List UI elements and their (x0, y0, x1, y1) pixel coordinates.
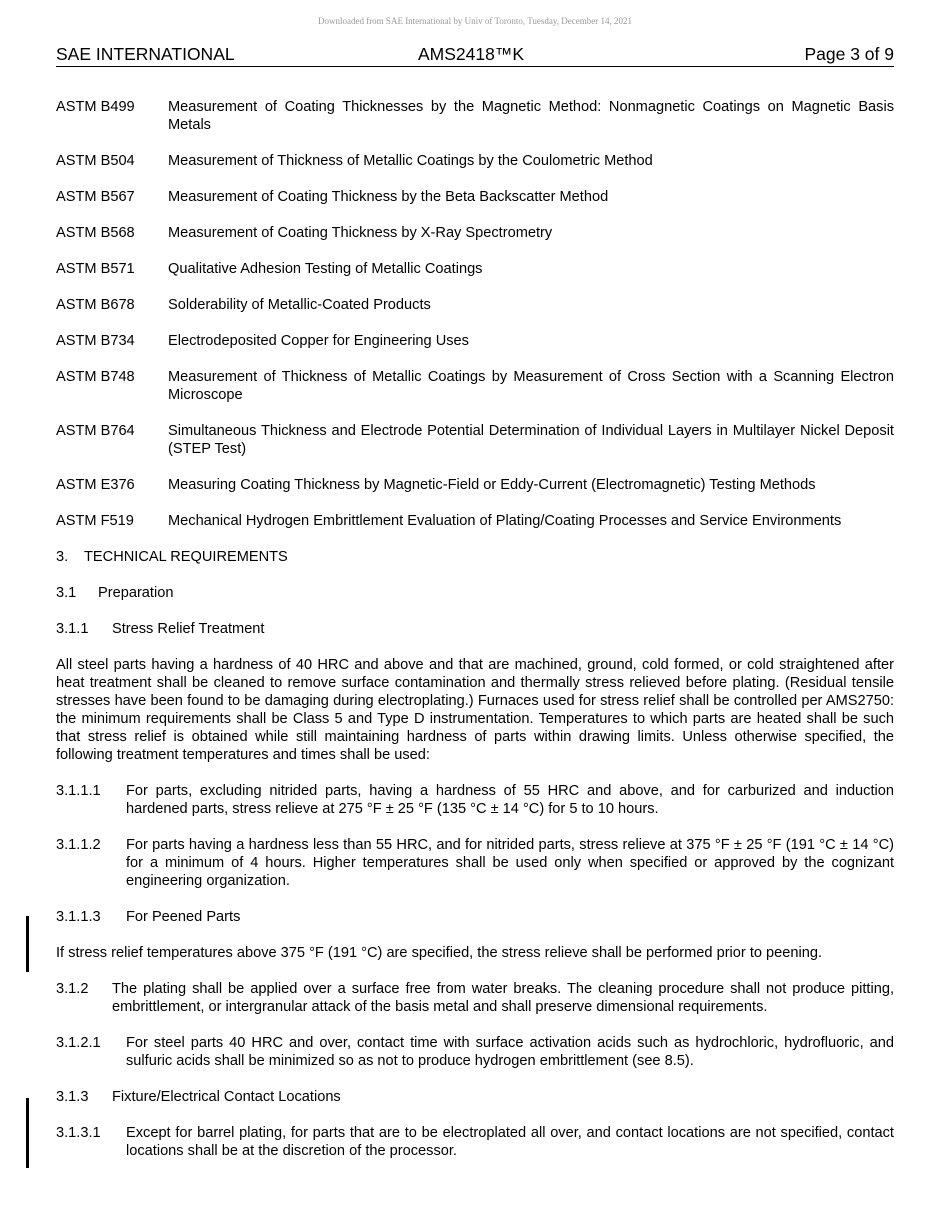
reference-item (56, 260, 894, 278)
clause-3-1-2 (56, 980, 894, 1016)
reference-item (56, 296, 894, 314)
reference-code: ASTM B568 (56, 225, 135, 241)
reference-item (56, 152, 894, 170)
reference-code: ASTM B748 (56, 369, 135, 385)
reference-item (56, 188, 894, 206)
reference-code: ASTM B571 (56, 261, 135, 277)
clause-number: 3.1.3 (56, 1089, 89, 1105)
reference-list (56, 98, 894, 530)
section-3-1-heading (56, 584, 894, 602)
reference-code: ASTM B764 (56, 423, 135, 439)
reference-item (56, 422, 894, 458)
reference-item (56, 368, 894, 404)
reference-title: Simultaneous Thickness and Electrode Potential Determination of Individual Layers in Multilayer Nickel Deposit (STEP Test) (168, 423, 894, 457)
clause-3-1-2-1 (56, 1034, 894, 1070)
clause-text: Fixture/Electrical Contact Locations (112, 1089, 341, 1105)
section-3-heading (56, 548, 894, 566)
clause-number: 3.1.1.2 (56, 837, 101, 853)
section-number: 3. (56, 549, 69, 565)
reference-code: ASTM B734 (56, 333, 135, 349)
reference-item (56, 98, 894, 134)
reference-item (56, 224, 894, 242)
revision-change-bar (26, 916, 29, 972)
download-watermark: Downloaded from SAE International by Univ of Toronto, Tuesday, December 14, 2021 (317, 16, 633, 26)
header-org: SAE INTERNATIONAL (56, 44, 235, 64)
clause-number: 3.1.2.1 (56, 1035, 101, 1051)
reference-title: Qualitative Adhesion Testing of Metallic Coatings (168, 261, 483, 277)
reference-title: Measurement of Coating Thickness by X-Ray Spectrometry (168, 225, 553, 241)
section-number: 3.1 (56, 585, 77, 601)
clause-number: 3.1.3.1 (56, 1125, 101, 1141)
reference-title: Measurement of Coating Thicknesses by the Magnetic Method: Nonmagnetic Coatings on Magnetic Basis Metals (168, 99, 894, 133)
peened-parts-paragraph: If stress relief temperatures above 375 °F (191 °C) are specified, the stress relieve shall be performed prior to peening. (56, 945, 823, 961)
clause-3-1-1-3 (56, 908, 894, 926)
reference-title: Mechanical Hydrogen Embrittlement Evaluation of Plating/Coating Processes and Service Environments (168, 513, 842, 529)
header-page-number: Page 3 of 9 (804, 44, 894, 64)
document-body (56, 98, 894, 1178)
clause-number: 3.1.1.3 (56, 909, 101, 925)
clause-text: For Peened Parts (126, 909, 241, 925)
reference-code: ASTM B567 (56, 189, 135, 205)
reference-title: Measurement of Thickness of Metallic Coatings by the Coulometric Method (168, 153, 653, 169)
reference-code: ASTM B504 (56, 153, 135, 169)
reference-item (56, 332, 894, 350)
header-doc-number: AMS2418™K (418, 44, 525, 64)
section-number: 3.1.1 (56, 621, 89, 637)
reference-title: Electrodeposited Copper for Engineering Uses (168, 333, 469, 349)
reference-title: Measurement of Thickness of Metallic Coatings by Measurement of Cross Section with a Scanning Electron Microscope (168, 369, 894, 403)
reference-item (56, 476, 894, 494)
reference-item (56, 512, 894, 530)
page-header (56, 44, 894, 67)
reference-code: ASTM B499 (56, 99, 135, 115)
clause-text: The plating shall be applied over a surface free from water breaks. The cleaning procedure shall not produce pitting, embrittlement, or intergranular attack of the basis metal and shall preserve dimensional requirements. (112, 981, 894, 1015)
clause-text: For steel parts 40 HRC and over, contact time with surface activation acids such as hydrochloric, hydrofluoric, and sulfuric acids shall be minimized so as not to produce hydrogen embrittlement (see 8.5). (126, 1035, 894, 1069)
clause-text: For parts, excluding nitrided parts, having a hardness of 55 HRC and above, and for carburized and induction hardened parts, stress relieve at 275 °F ± 25 °F (135 °C ± 14 °C) for 5 to 10 hours. (126, 783, 894, 817)
section-3-1-1-heading (56, 620, 894, 638)
reference-code: ASTM F519 (56, 513, 134, 529)
clause-3-1-3 (56, 1088, 894, 1106)
clause-3-1-1-1 (56, 782, 894, 818)
clause-text: Except for barrel plating, for parts that are to be electroplated all over, and contact locations are not specified, contact locations shall be at the discretion of the processor. (126, 1125, 894, 1159)
clause-3-1-3-1 (56, 1124, 894, 1160)
clause-number: 3.1.2 (56, 981, 89, 997)
clause-number: 3.1.1.1 (56, 783, 101, 799)
reference-title: Solderability of Metallic-Coated Products (168, 297, 431, 313)
section-title: Stress Relief Treatment (112, 621, 265, 637)
section-title: Preparation (98, 585, 174, 601)
reference-title: Measuring Coating Thickness by Magnetic-Field or Eddy-Current (Electromagnetic) Testing Methods (168, 477, 816, 493)
clause-text: For parts having a hardness less than 55 HRC, and for nitrided parts, stress relieve at 375 °F ± 25 °F (191 °C ± 14 °C) for a minimum of 4 hours. Higher temperatures shall be used only when specified or approved by the cognizant engineering organization. (126, 837, 894, 889)
section-title: TECHNICAL REQUIREMENTS (84, 549, 288, 565)
revision-change-bar (26, 1098, 29, 1168)
reference-title: Measurement of Coating Thickness by the Beta Backscatter Method (168, 189, 609, 205)
reference-code: ASTM B678 (56, 297, 135, 313)
reference-code: ASTM E376 (56, 477, 135, 493)
clause-3-1-1-2 (56, 836, 894, 890)
stress-relief-paragraph: All steel parts having a hardness of 40 HRC and above and that are machined, ground, cold formed, or cold straightened after heat treatment shall be cleaned to remove surface contamination and thermally stress relieved before plating. (Residual tensile stresses have been found to be damaging during electroplating.) Furnaces used for stress relief shall be controlled per AMS2750: the minimum requirements shall be Class 5 and Type D instrumentation. Temperatures to which parts are heated shall be such that stress relief is obtained while still maintaining hardness of parts within drawing limits. Unless otherwise specified, the following treatment temperatures and times shall be used: (56, 657, 894, 763)
